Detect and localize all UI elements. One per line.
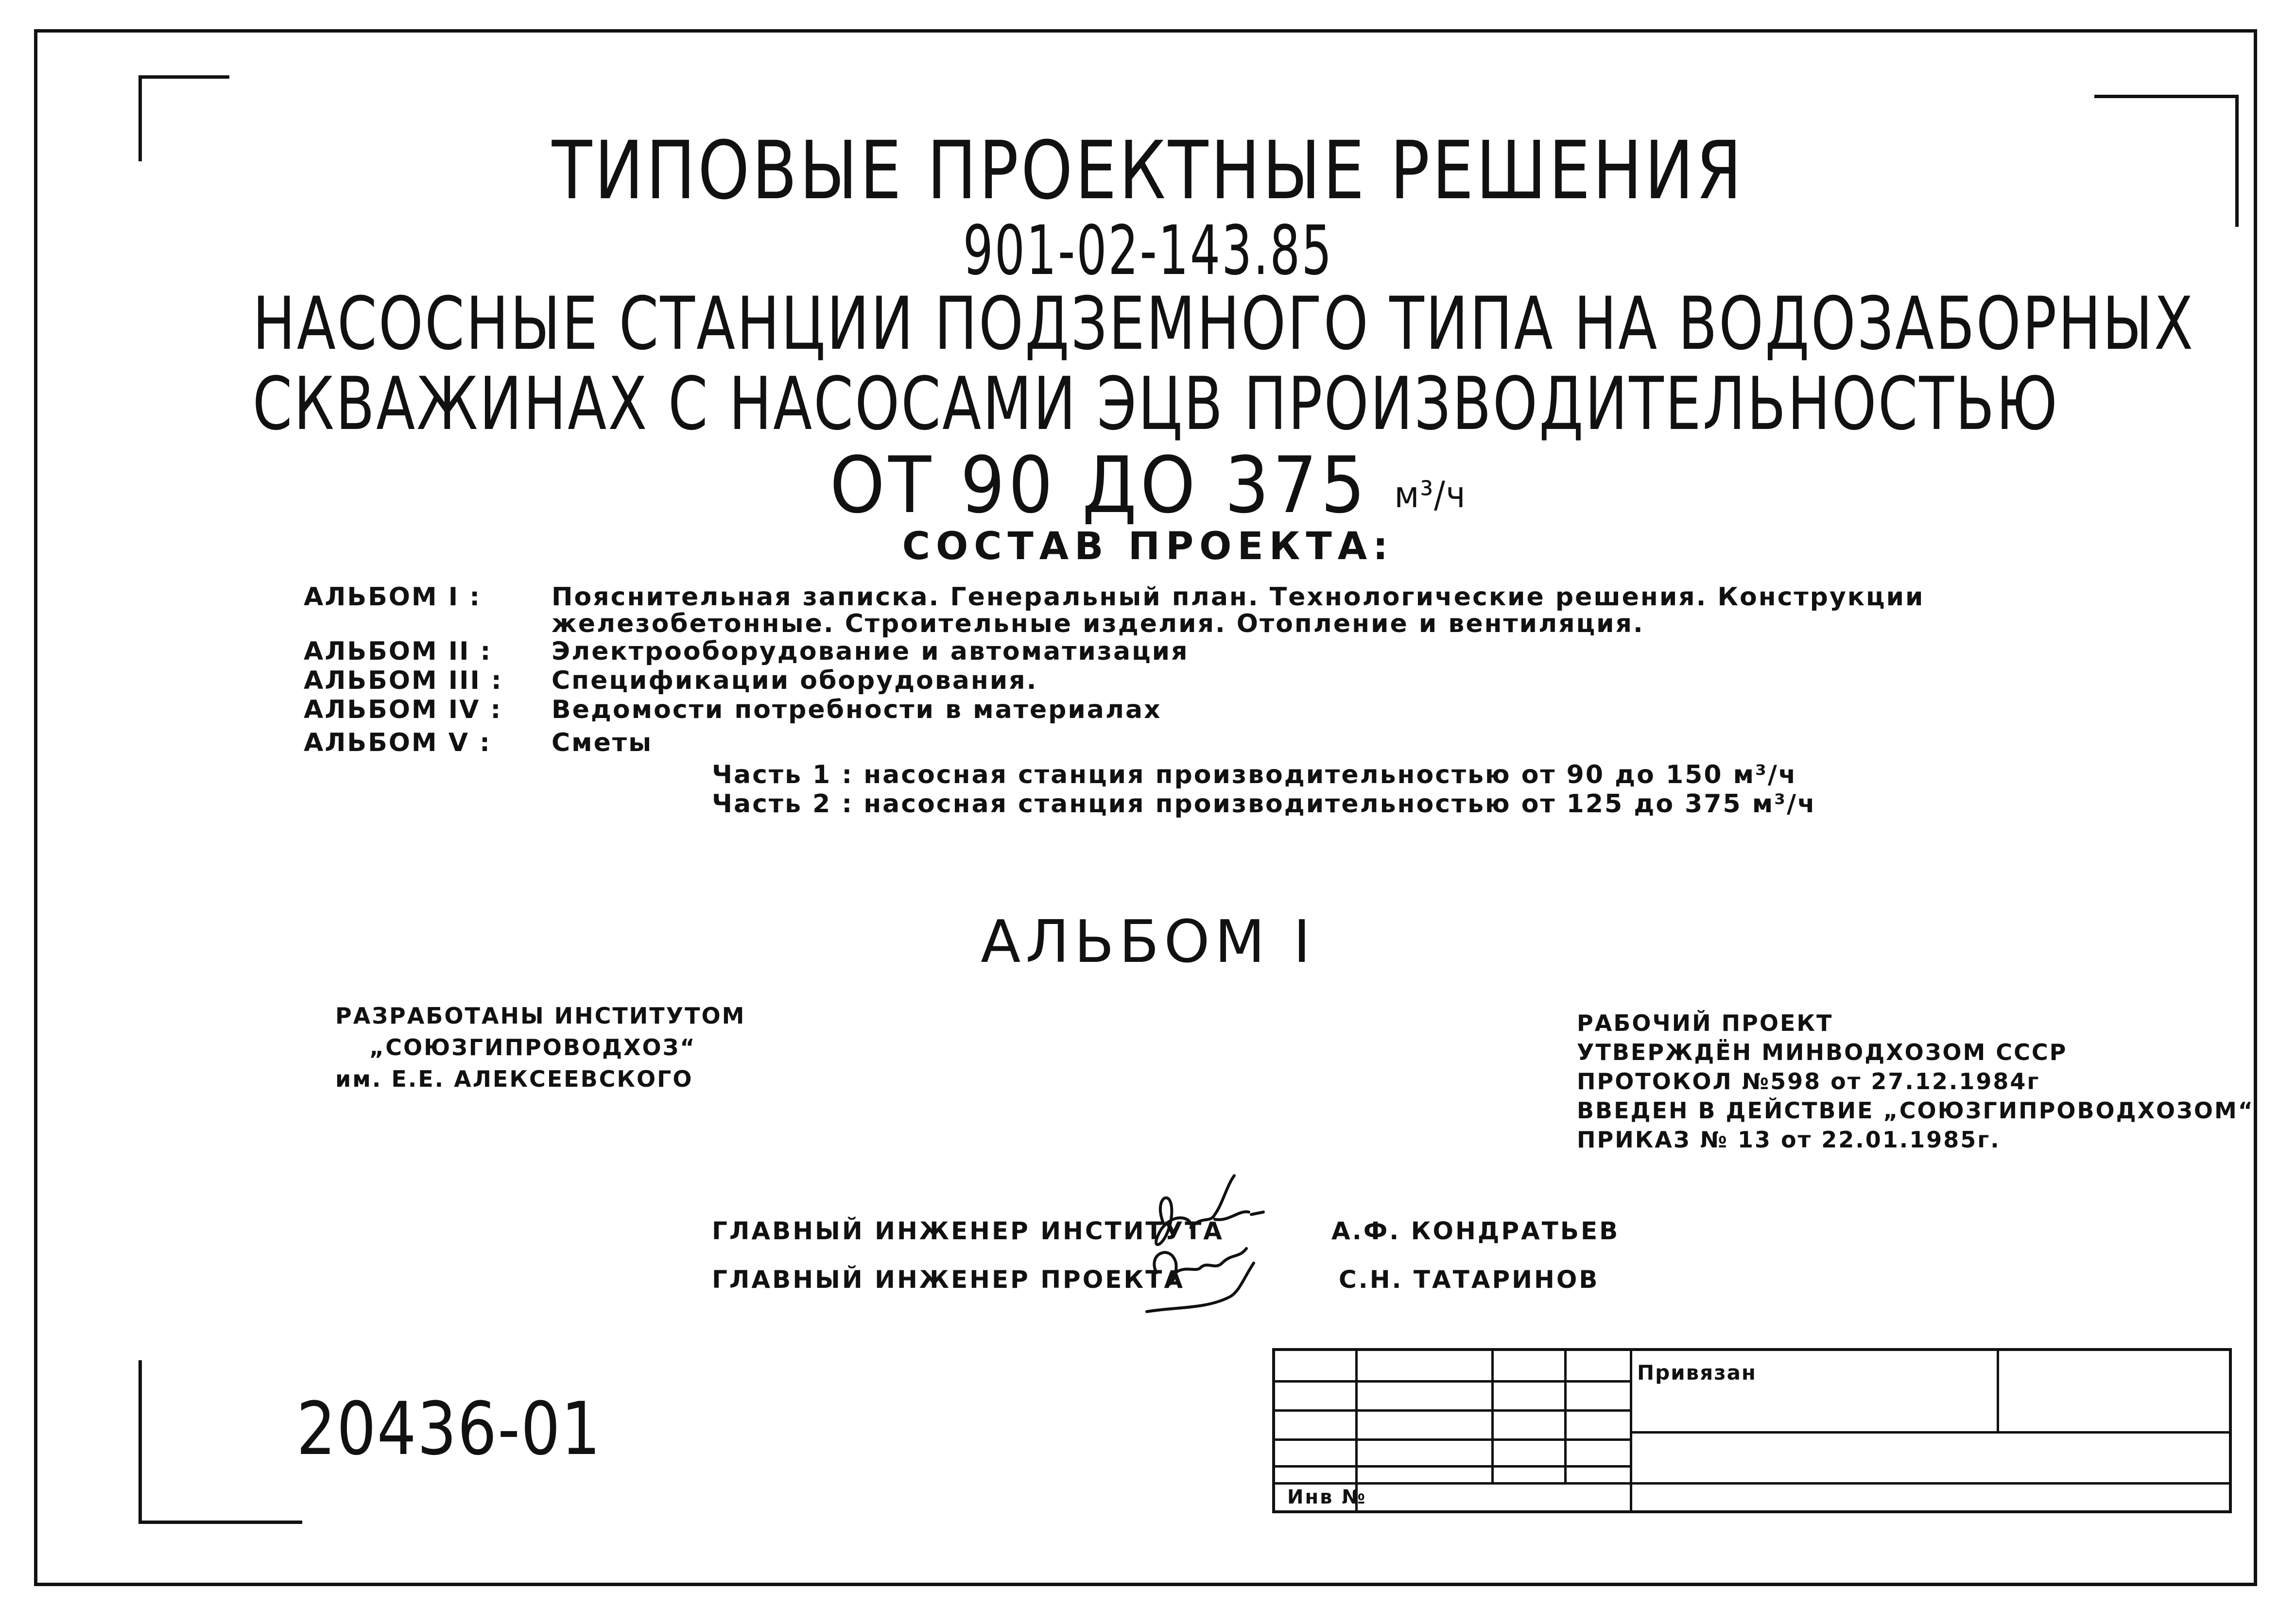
stamp-row-line [1275, 1465, 1630, 1468]
album-2-label: АЛЬБОМ II : [304, 637, 492, 666]
chief-engineer-institute-label: ГЛАВНЫЙ ИНЖЕНЕР ИНСТИТУТА [712, 1217, 1225, 1245]
album-3-label: АЛЬБОМ III : [304, 666, 503, 695]
album-3-text: Спецификации оборудования. [552, 666, 1038, 695]
developer-line-1: РАЗРАБОТАНЫ ИНСТИТУТОМ [335, 1003, 746, 1029]
approval-line-5: ПРИКАЗ № 13 от 22.01.1985г. [1577, 1127, 2001, 1153]
capacity-unit: м³/ч [1394, 473, 1467, 516]
stamp-divider [1997, 1351, 1999, 1431]
chief-engineer-institute-name: А.Ф. КОНДРАТЬЕВ [1331, 1217, 1620, 1245]
stamp-row-line [1275, 1438, 1630, 1441]
stamp-divider [1564, 1351, 1567, 1482]
album-title: АЛЬБОМ I [981, 908, 1315, 976]
stamp-row-line [1275, 1409, 1630, 1412]
composition-heading: СОСТАВ ПРОЕКТА: [902, 525, 1394, 568]
stamp-row-line [1630, 1431, 2230, 1434]
stamp-privyazan: Привязан [1637, 1361, 1757, 1385]
stamp-row-line [1275, 1380, 1630, 1383]
approval-line-1: РАБОЧИЙ ПРОЕКТ [1577, 1010, 1833, 1036]
approval-line-4: ВВЕДЕН В ДЕЙСТВИЕ „СОЮЗГИПРОВОДХОЗОМ“ [1577, 1097, 2254, 1124]
corner-mark-bottom-left [138, 1360, 302, 1524]
album-5-text: Сметы [552, 728, 653, 757]
album-4-text: Ведомости потребности в материалах [552, 695, 1162, 724]
stamp-row-line [1275, 1482, 2230, 1485]
capacity-range: ОТ 90 ДО 375 [829, 440, 1369, 530]
part-1: Часть 1 : насосная станция производительностью от 90 до 150 м³/ч [712, 760, 1797, 789]
album-4-label: АЛЬБОМ IV : [304, 695, 502, 724]
project-code: 901-02-143.85 [963, 211, 1333, 291]
chief-engineer-project-name: С.Н. ТАТАРИНОВ [1339, 1265, 1600, 1294]
album-2-text: Электрооборудование и автоматизация [552, 637, 1189, 666]
album-5-label: АЛЬБОМ V : [304, 728, 491, 757]
developer-line-2: „СОЮЗГИПРОВОДХОЗ“ [369, 1034, 696, 1060]
subtitle-line-1: НАСОСНЫЕ СТАНЦИИ ПОДЗЕМНОГО ТИПА НА ВОДОЗАБОРНЫХ [252, 282, 2195, 366]
stamp-divider [1491, 1351, 1494, 1482]
main-title: ТИПОВЫЕ ПРОЕКТНЫЕ РЕШЕНИЯ [552, 124, 1744, 217]
developer-line-3: им. Е.Е. АЛЕКСЕЕВСКОГО [335, 1066, 693, 1092]
chief-engineer-project-label: ГЛАВНЫЙ ИНЖЕНЕР ПРОЕКТА [712, 1265, 1185, 1294]
handwritten-signatures [1118, 1166, 1312, 1336]
album-1-text: Пояснительная записка. Генеральный план. Технологические решения. Конструкции [552, 582, 1925, 612]
corner-mark-top-right [2094, 95, 2239, 227]
album-1-text-cont: железобетонные. Строительные изделия. Отопление и вентиляция. [552, 609, 1644, 638]
title-block-stamp [1272, 1348, 2232, 1513]
subtitle-line-3 [115, 440, 2181, 530]
subtitle-line-2: СКВАЖИНАХ С НАСОСАМИ ЭЦВ ПРОИЗВОДИТЕЛЬНОСТЬЮ [252, 362, 2059, 446]
part-2: Часть 2 : насосная станция производительностью от 125 до 375 м³/ч [712, 789, 1816, 819]
album-1-label: АЛЬБОМ I : [304, 582, 482, 612]
document-number: 20436-01 [296, 1387, 602, 1471]
approval-line-2: УТВЕРЖДЁН МИНВОДХОЗОМ СССР [1577, 1039, 2068, 1065]
approval-line-3: ПРОТОКОЛ №598 от 27.12.1984г [1577, 1068, 2040, 1094]
stamp-inventory-number: Инв № [1287, 1486, 1367, 1508]
